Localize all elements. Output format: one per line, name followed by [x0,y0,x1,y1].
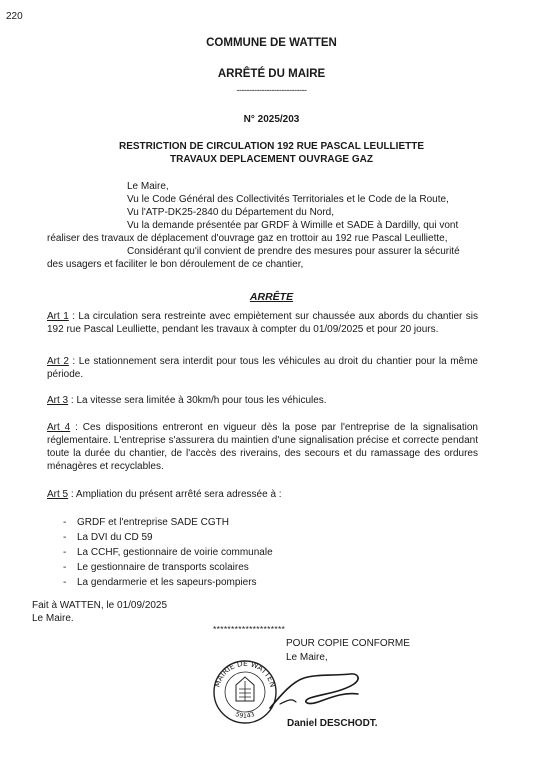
article-3 [47,394,478,407]
recipient-item: - Le gestionnaire de transports scolaires [63,562,249,573]
recipient-item: - La CCHF, gestionnaire de voirie communale [63,547,273,558]
article-label: Art 2 [47,356,69,367]
footer-le-maire-2: Le Maire, [286,652,328,663]
preamble-le-maire: Le Maire, [127,181,169,192]
preamble-vu-1: Vu le Code Général des Collectivités Territoriales et le Code de la Route, [127,194,449,205]
article-text: : Ces dispositions entreront en vigueur dès la pose par l'entreprise de la signalisation réglementaire. L'entreprise s'assurera du maintien d'une signalisation précise et correcte pendant toute la durée du chantier, de l'accès des riverains, des secours et du ramassage des ordures ménagères et recyclables. [47,422,478,472]
svg-text:59143: 59143 [234,710,256,720]
footer-le-maire: Le Maire. [32,613,74,624]
title-separator: ---------------------------- [236,85,307,95]
page-number: 220 [6,11,23,22]
copie-conforme: POUR COPIE CONFORME [286,638,410,649]
subject-line-2: TRAVAUX DEPLACEMENT OUVRAGE GAZ [170,154,373,165]
article-5 [47,488,478,501]
arrete-title: ARRÊTÉ DU MAIRE [217,68,326,80]
article-1 [47,310,478,336]
commune-heading: COMMUNE DE WATTEN [206,37,337,49]
article-label: Art 3 [47,395,69,406]
fait-a-date: Fait à WATTEN, le 01/09/2025 [32,600,168,611]
signatory-name: Daniel DESCHODT. [287,718,378,729]
preamble-vu-3-line-1: Vu la demande présentée par GRDF à Wimille et SADE à Dardilly, qui vont [127,220,459,231]
article-text: : Ampliation du présent arrêté sera adressée à : [68,489,282,500]
preamble-considerant-line-1: Considérant qu'il convient de prendre des mesures pour assurer la sécurité [127,246,460,257]
arrete-heading: ARRÊTE [249,291,294,303]
article-text: : La vitesse sera limitée à 30km/h pour tous les véhicules. [68,395,327,406]
recipient-item: - La DVI du CD 59 [63,532,153,543]
subject-line-1: RESTRICTION DE CIRCULATION 192 RUE PASCAL LEULLIETTE [118,141,425,152]
article-4 [47,421,478,473]
preamble-considerant-line-2: des usagers et faciliter le bon déroulement de ce chantier, [47,259,304,270]
article-label: Art 4 [47,422,71,433]
article-2 [47,355,478,381]
svg-text:MAIRIE DE WATTEN: MAIRIE DE WATTEN [212,658,278,689]
recipient-item: - La gendarmerie et les sapeurs-pompiers [63,577,257,588]
preamble-vu-2: Vu l'ATP-DK25-2840 du Département du Nord, [127,207,335,218]
recipient-item: - GRDF et l'entreprise SADE CGTH [63,517,229,528]
stars-separator: ******************** [213,624,286,634]
arrete-number: N° 2025/203 [243,114,300,125]
article-label: Art 5 [47,489,69,500]
handwritten-signature [262,664,382,719]
article-text: : Le stationnement sera interdit pour tous les véhicules au droit du chantier pour la même période. [47,356,478,380]
preamble-vu-3-line-2: réaliser des travaux de déplacement d'ouvrage gaz en trottoir au 192 rue Pascal Leulliette, [47,233,448,244]
article-label: Art 1 [47,311,69,322]
article-text: : La circulation sera restreinte avec empiètement sur chaussée aux abords du chantier sis 192 rue Pascal Leulliette, pendant les travaux à compter du 01/09/2025 et pour 20 jours. [47,311,478,335]
